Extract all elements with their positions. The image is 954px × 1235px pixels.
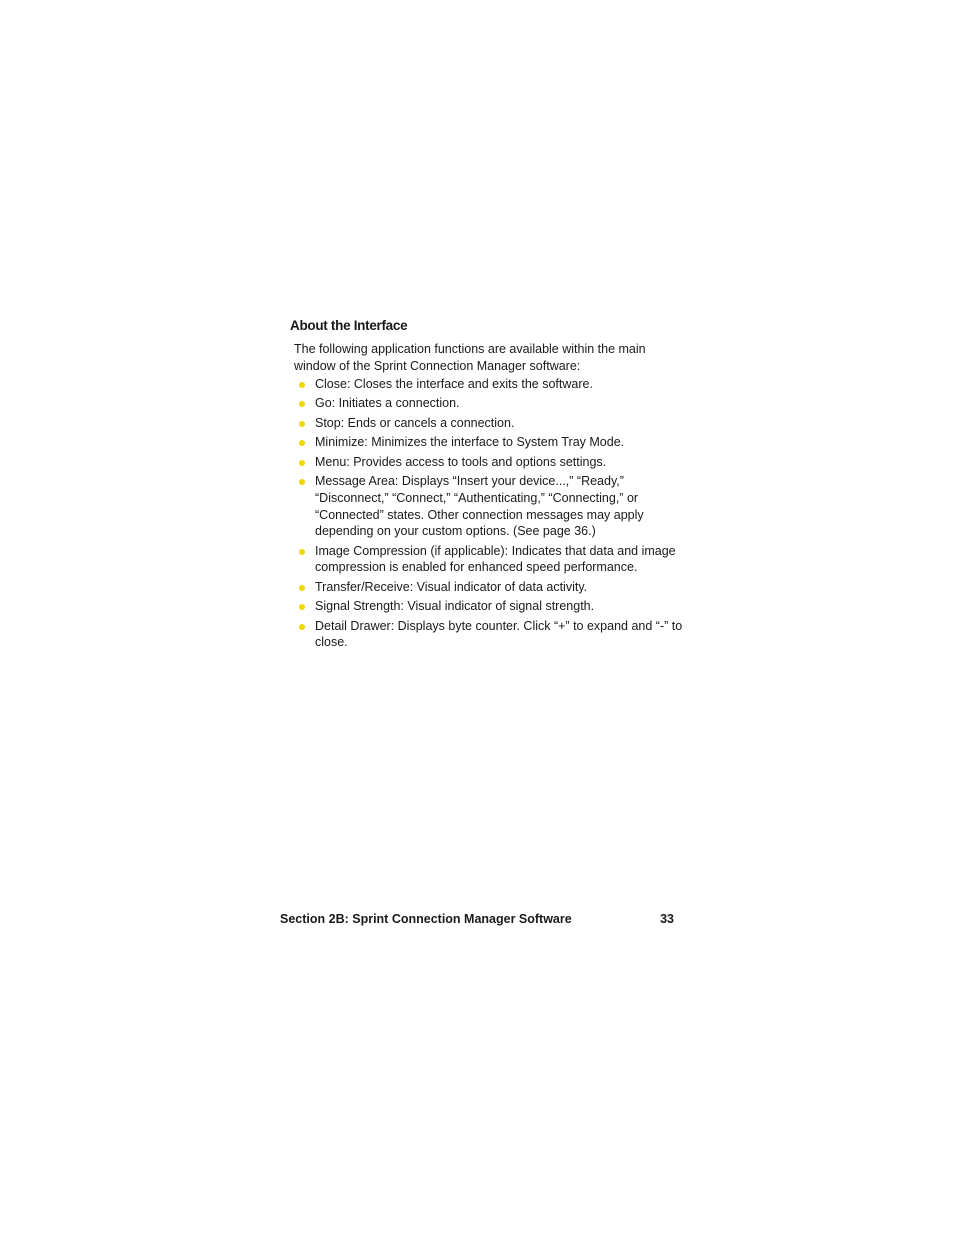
list-item xyxy=(294,454,686,471)
list-item-text: Transfer/Receive: Visual indicator of data activity. xyxy=(315,579,588,594)
bullet-icon xyxy=(299,421,305,427)
list-item-text: Message Area: Displays “Insert your device...,” “Ready,” “Disconnect,” “Connect,” “Authenticating,” “Connecting,” or “Connected” states. Other connection messages may apply depending on your custom options. (See page 36.) xyxy=(315,474,644,539)
list-item-text: Image Compression (if applicable): Indicates that data and image compression is enabled for enhanced speed performance. xyxy=(315,543,676,575)
page-number: 33 xyxy=(660,912,674,926)
list-item-text: Detail Drawer: Displays byte counter. Click “+” to expand and “-” to close. xyxy=(315,618,683,650)
list-item xyxy=(294,579,686,596)
bullet-icon xyxy=(299,440,305,446)
list-item-text: Signal Strength: Visual indicator of signal strength. xyxy=(315,599,595,614)
function-list xyxy=(294,376,686,654)
list-item-text: Go: Initiates a connection. xyxy=(315,396,460,411)
bullet-icon xyxy=(299,382,305,388)
bullet-icon xyxy=(299,460,305,466)
bullet-icon xyxy=(299,624,305,630)
bullet-icon xyxy=(299,401,305,407)
list-item xyxy=(294,618,686,651)
bullet-icon xyxy=(299,604,305,610)
list-item-text: Menu: Provides access to tools and options settings. xyxy=(315,454,607,469)
intro-paragraph: The following application functions are available within the main window of the Sprint Connection Manager software: xyxy=(294,342,646,373)
list-item xyxy=(294,395,686,412)
list-item xyxy=(294,598,686,615)
section-heading: About the Interface xyxy=(290,318,408,333)
list-item-text: Stop: Ends or cancels a connection. xyxy=(315,415,515,430)
footer-section-title: Section 2B: Sprint Connection Manager Software xyxy=(280,912,572,926)
list-item xyxy=(294,543,686,576)
list-item xyxy=(294,434,686,451)
list-item-text: Close: Closes the interface and exits the software. xyxy=(315,377,593,391)
list-item xyxy=(294,473,686,539)
list-item xyxy=(294,415,686,432)
bullet-icon xyxy=(299,549,305,555)
bullet-icon xyxy=(299,479,305,485)
list-item-text: Minimize: Minimizes the interface to System Tray Mode. xyxy=(315,435,625,450)
bullet-icon xyxy=(299,585,305,591)
page-footer xyxy=(280,912,674,926)
list-item xyxy=(294,376,686,393)
